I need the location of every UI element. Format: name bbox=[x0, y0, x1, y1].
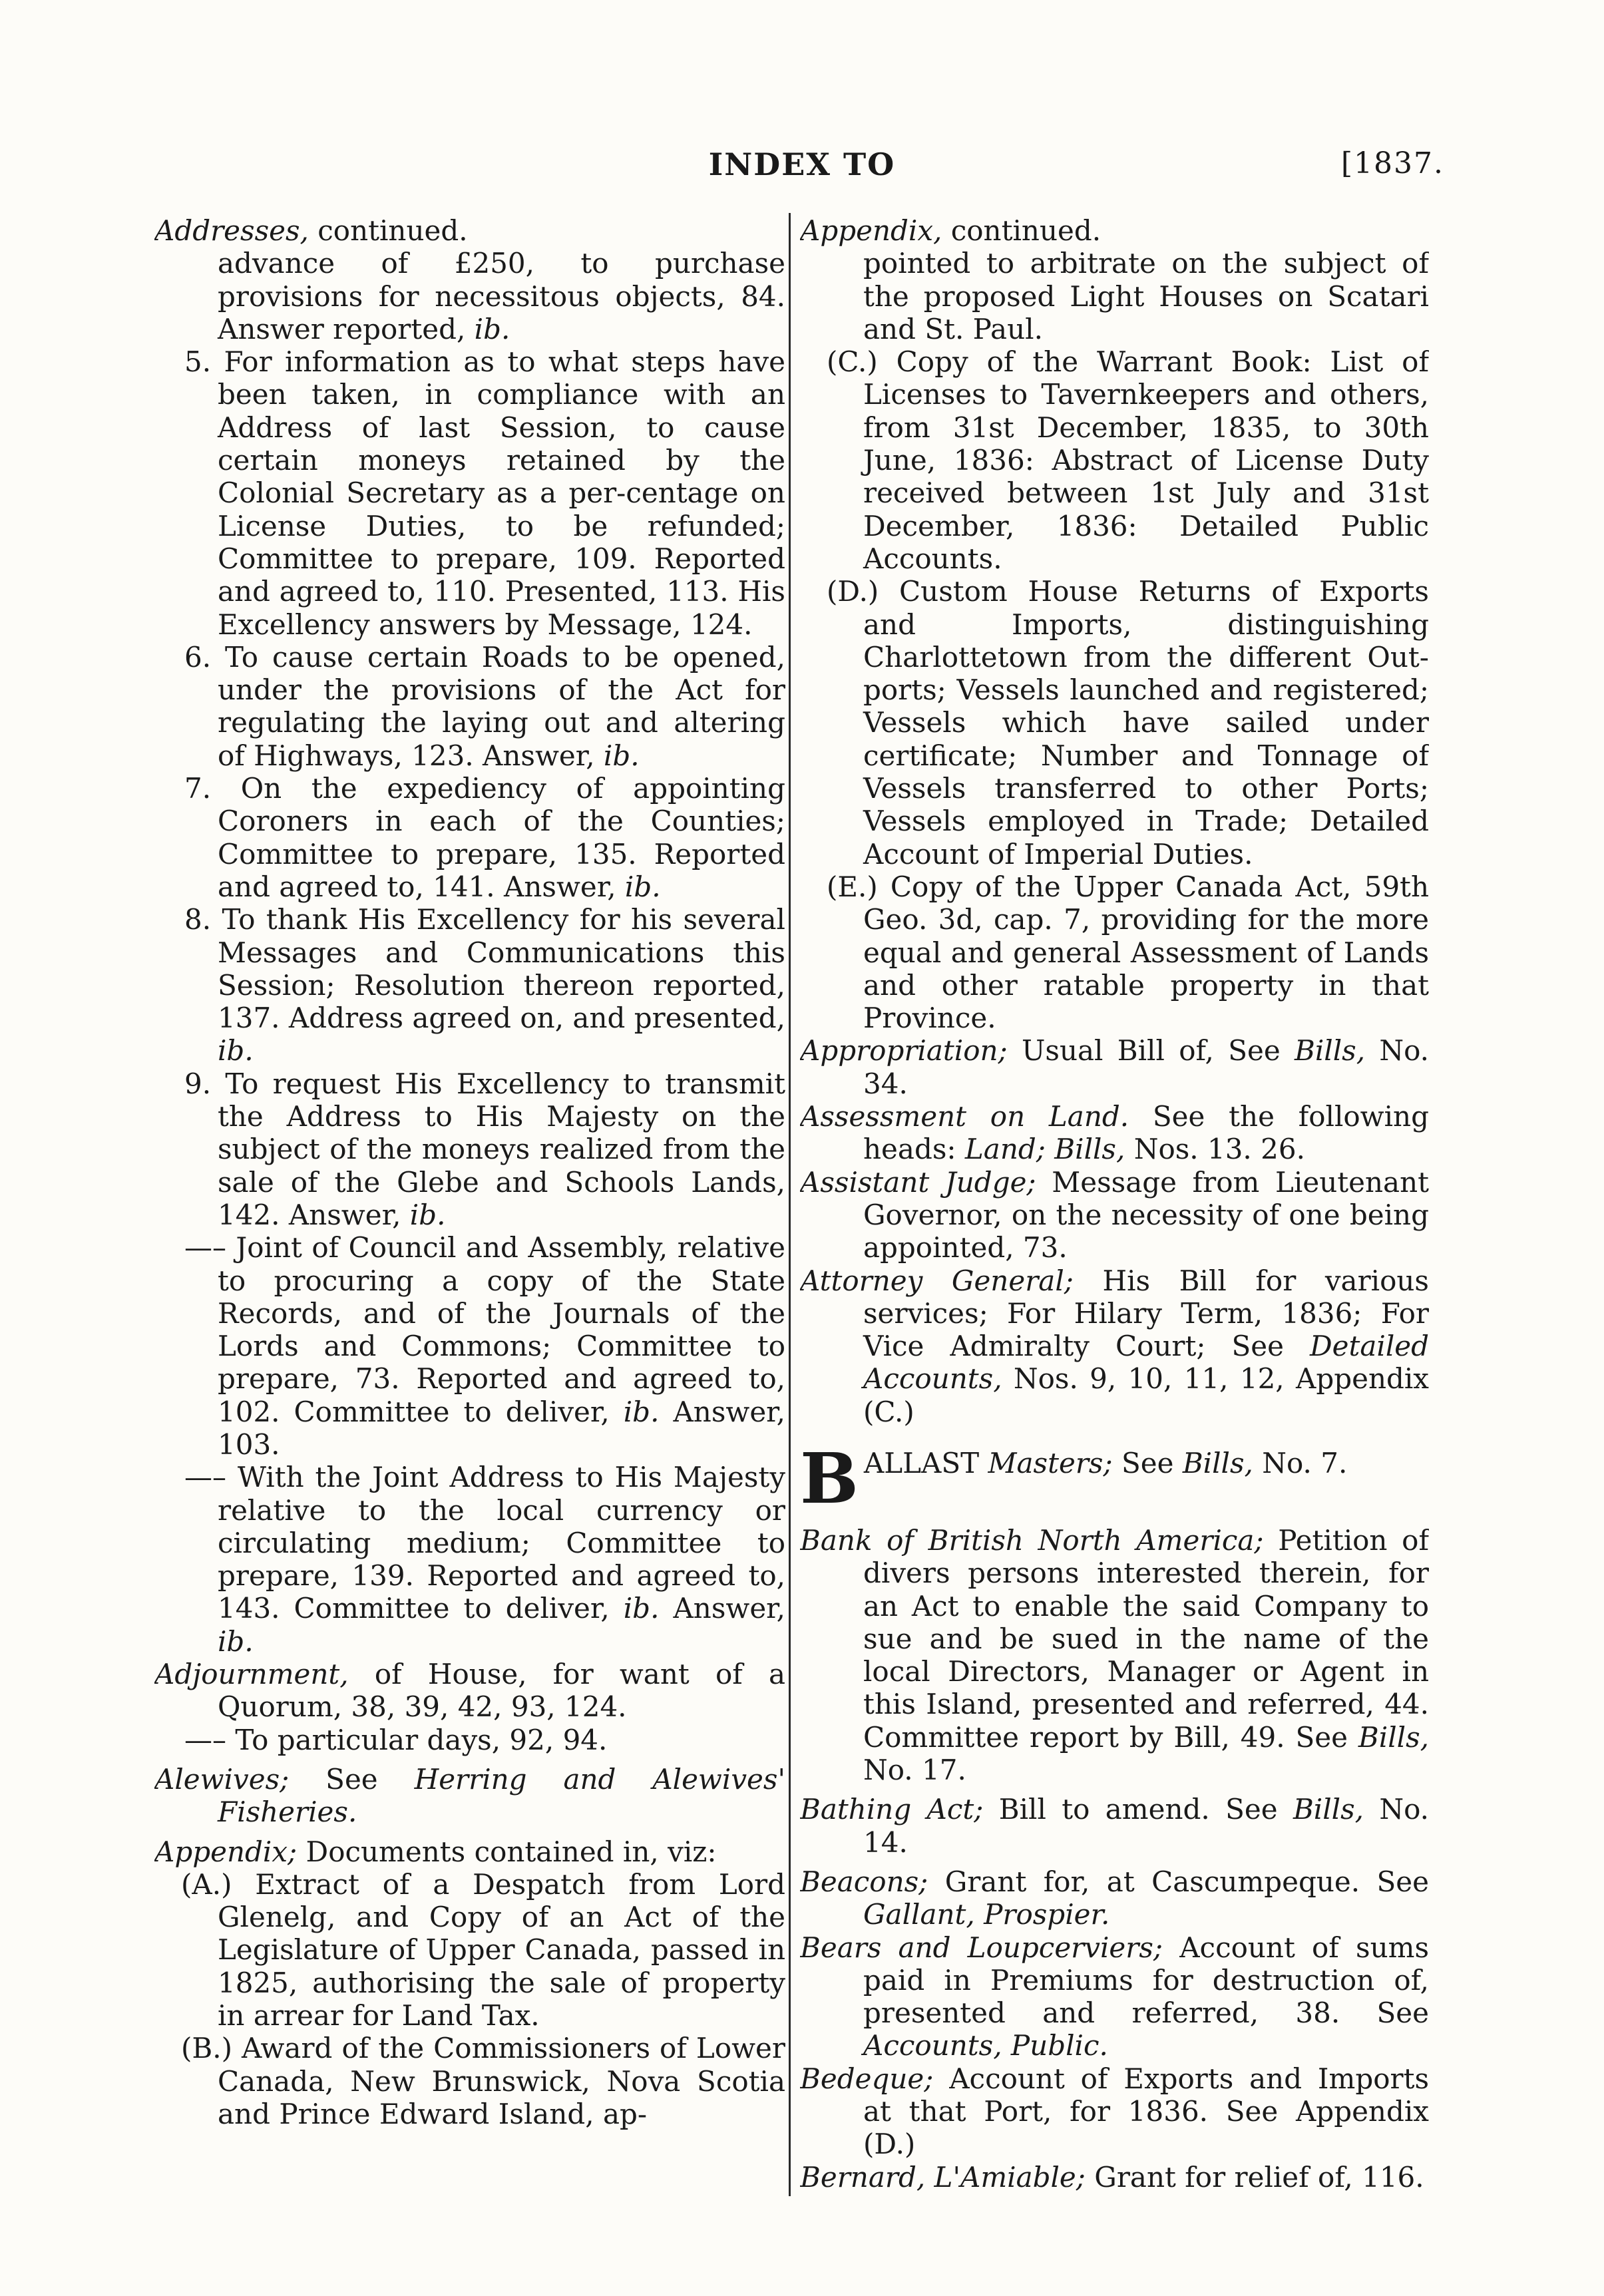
entry-ref: ib. bbox=[603, 739, 640, 772]
entry-heading: Beacons; bbox=[800, 1865, 928, 1898]
appendix-item bbox=[154, 2032, 785, 2130]
entry-ref: ib. bbox=[623, 1592, 660, 1625]
entry-text: No. 17. bbox=[863, 1754, 966, 1787]
entry-text: continued. bbox=[308, 214, 468, 247]
entry-text: Petition of divers persons interested therein, for an Act to enable the said Company to sue and be sued in the name of the local Directors, Manager or Agent in this Island, presented and referred, 44. Committee report by Bill, 49. See bbox=[863, 1523, 1429, 1754]
appendix-item bbox=[800, 870, 1429, 1034]
entry-text: 6. To cause certain Roads to be opened, under the provisions of the Act for regulating the laying out and altering of Highways, 123. Answer, bbox=[184, 640, 785, 772]
entry-ref: Bills, bbox=[1293, 1793, 1364, 1826]
sub-entry bbox=[154, 1461, 785, 1658]
entry-text: of House, for want of a Quorum, 38, 39, 42, 93, 124. bbox=[218, 1658, 785, 1724]
entry-ref: Accounts, Public. bbox=[863, 2029, 1108, 2062]
entry-ref: ib. bbox=[474, 312, 510, 345]
entry-ref: ib. bbox=[218, 1625, 254, 1658]
entry-text: 8. To thank His Excellency for his several Messages and Communications this Session; Resolution thereon reported, 137. Address agreed on, and presented, bbox=[184, 903, 785, 1035]
entry-text: Nos. 13. 26. bbox=[1125, 1133, 1305, 1166]
entry-text: ALLAST bbox=[863, 1446, 988, 1479]
entry-text: No. 14. bbox=[863, 1793, 1429, 1859]
entry-text: Account of Exports and Imports at that Port, for 1836. See Appendix (D.) bbox=[863, 2062, 1429, 2161]
entry-continuation bbox=[154, 247, 785, 345]
sub-entry bbox=[154, 1231, 785, 1461]
entry-ref: Gallant, Prospier. bbox=[863, 1898, 1110, 1931]
index-entry bbox=[800, 1034, 1429, 1100]
entry-text: 7. On the expediency of appointing Coroners in each of the Counties; Committee to prepare, 135. Reported and agreed to, 141. Answer, bbox=[184, 772, 785, 903]
entry-text: 9. To request His Excellency to transmit the Address to His Majesty on the subject of the moneys realized from the sale of the Glebe and Schools Lands, 142. Answer, bbox=[184, 1067, 785, 1231]
page-year: [1837. bbox=[1340, 146, 1444, 180]
entry-text: Answer, 103. bbox=[218, 1395, 785, 1461]
page-title: INDEX TO bbox=[708, 146, 896, 182]
entry-ref: Bills, bbox=[1045, 1133, 1125, 1166]
sub-entry bbox=[154, 345, 785, 641]
entry-heading: Appropriation; bbox=[800, 1034, 1008, 1067]
index-entry bbox=[800, 1793, 1429, 1859]
appendix-item bbox=[800, 575, 1429, 870]
index-entry bbox=[154, 1658, 785, 1724]
entry-text: Nos. 9, 10, 11, 12, Appendix (C.) bbox=[863, 1362, 1429, 1428]
index-entry bbox=[800, 214, 1429, 247]
index-entry bbox=[800, 2062, 1429, 2161]
entry-heading: Bedeque; bbox=[800, 2062, 934, 2095]
index-entry bbox=[154, 1763, 785, 1829]
appendix-item bbox=[154, 1868, 785, 2032]
entry-heading: Masters; bbox=[988, 1446, 1113, 1479]
entry-text: pointed to arbitrate on the subject of the proposed Light Houses on Scatari and St. Paul. bbox=[863, 247, 1429, 345]
entry-text: Message from Lieutenant Governor, on the necessity of one being appointed, 73. bbox=[863, 1165, 1429, 1264]
entry-ref: ib. bbox=[218, 1034, 254, 1067]
entry-ref: Bills, bbox=[1182, 1446, 1253, 1479]
entry-heading: Alewives; bbox=[154, 1762, 290, 1796]
entry-text: Grant for, at Cascumpeque. See bbox=[928, 1865, 1429, 1898]
entry-text: See the following heads: bbox=[863, 1100, 1429, 1166]
entry-ref: Herring and Alewives' Fisheries. bbox=[218, 1762, 785, 1829]
entry-text: Documents contained in, viz: bbox=[297, 1835, 717, 1868]
entry-heading: Assessment on Land. bbox=[800, 1100, 1129, 1133]
sub-entry bbox=[154, 1724, 785, 1756]
index-entry bbox=[800, 1865, 1429, 1931]
section-initial: B bbox=[800, 1437, 859, 1519]
entry-ref: ib. bbox=[409, 1198, 446, 1231]
section-letter-entry bbox=[800, 1437, 1429, 1519]
entry-heading: Bank of British North America; bbox=[800, 1523, 1264, 1557]
entry-heading: Bernard, L'Amiable; bbox=[800, 2160, 1086, 2194]
entry-text: —– Joint of Council and Assembly, relative to procuring a copy of the State Records, and of the Journals of the Lords and Commons; Committee to prepare, 73. Reported and agreed to, 102. Committee to deliver, bbox=[184, 1231, 785, 1428]
entry-heading: Bears and Loupcerviers; bbox=[800, 1931, 1163, 1964]
entry-heading: Attorney General; bbox=[800, 1264, 1074, 1297]
left-column bbox=[154, 214, 785, 2198]
sub-entry bbox=[154, 1067, 785, 1231]
entry-text: Account of sums paid in Premiums for destruction of, presented and referred, 38. See bbox=[863, 1931, 1429, 2030]
entry-heading: Assistant Judge; bbox=[800, 1165, 1036, 1199]
index-entry bbox=[800, 1264, 1429, 1428]
entry-text: No. 7. bbox=[1253, 1446, 1348, 1479]
entry-continuation bbox=[800, 247, 1429, 345]
entry-heading: Addresses, bbox=[154, 214, 309, 247]
sub-entry bbox=[154, 772, 785, 903]
entry-ref: ib. bbox=[624, 870, 661, 903]
entry-ref: ib. bbox=[623, 1395, 660, 1428]
entry-text: —– With the Joint Address to His Majesty relative to the local currency or circulating medium; Committee to prepare, 139. Reported and agreed to, 143. Committee to deliver, bbox=[184, 1461, 785, 1625]
entry-heading: Bathing Act; bbox=[800, 1793, 984, 1826]
entry-text: No. 34. bbox=[863, 1034, 1429, 1100]
index-entry bbox=[800, 2161, 1429, 2194]
column-divider bbox=[789, 213, 791, 2196]
index-entry bbox=[800, 1931, 1429, 2062]
index-entry bbox=[800, 1166, 1429, 1264]
entry-text: continued. bbox=[942, 214, 1102, 247]
entry-text: (E.) Copy of the Upper Canada Act, 59th Geo. 3d, cap. 7, providing for the more equal and general Assessment of Lands and other ratable property in that Province. bbox=[827, 870, 1429, 1035]
entry-text: His Bill for various services; For Hilary Term, 1836; For Vice Admiralty Court; See bbox=[863, 1264, 1429, 1363]
entry-ref: Bills, bbox=[1294, 1034, 1366, 1067]
entry-text: See bbox=[289, 1762, 415, 1796]
entry-text: See bbox=[1112, 1446, 1183, 1479]
entry-text: Grant for relief of, 116. bbox=[1085, 2160, 1424, 2194]
entry-ref: Detailed Accounts, bbox=[863, 1330, 1429, 1396]
index-entry bbox=[154, 1835, 785, 1868]
entry-text: —– To particular days, 92, 94. bbox=[184, 1723, 608, 1756]
entry-heading: Adjournment, bbox=[154, 1658, 349, 1691]
entry-text: advance of £250, to purchase provisions for necessitous objects, 84. Answer reported, bbox=[218, 247, 785, 345]
index-entry bbox=[800, 1100, 1429, 1166]
entry-heading: Appendix; bbox=[154, 1835, 298, 1868]
sub-entry bbox=[154, 903, 785, 1067]
sub-entry bbox=[154, 641, 785, 772]
entry-ref: Bills, bbox=[1358, 1720, 1429, 1754]
entry-text: Answer, bbox=[659, 1592, 785, 1625]
index-entry bbox=[800, 1524, 1429, 1786]
index-entry bbox=[154, 214, 785, 247]
appendix-item bbox=[800, 345, 1429, 575]
entry-text: Bill to amend. See bbox=[983, 1793, 1293, 1826]
entry-text: Usual Bill of, See bbox=[1007, 1034, 1295, 1067]
entry-text: (A.) Extract of a Despatch from Lord Glenelg, and Copy of an Act of the Legislature of Upper Canada, passed in 1825, authorising the sale of property in arrear for Land Tax. bbox=[181, 1867, 785, 2032]
entry-text: (D.) Custom House Returns of Exports and Imports, distinguishing Charlottetown from the different Out-ports; Vessels launched and registered; Vessels which have sailed under certificate; Number and Tonnage of Vessels transferred to other Ports; Vessels employed in Trade; Detailed Account of Imperial Duties. bbox=[827, 575, 1429, 870]
entry-text: (C.) Copy of the Warrant Book: List of Licenses to Tavernkeepers and others, from 31st December, 1835, to 30th June, 1836: Abstract of License Duty received between 1st July and 31st December, 1836: Detailed Public Accounts. bbox=[827, 345, 1429, 575]
entry-ref: Land; bbox=[964, 1133, 1046, 1166]
entry-text: 5. For information as to what steps have been taken, in compliance with an Address of last Session, to cause certain moneys retained by the Colonial Secretary as a per-centage on License Duties, to be refunded; Committee to prepare, 109. Reported and agreed to, 110. Presented, 113. His Excellency answers by Message, 124. bbox=[184, 345, 785, 641]
entry-heading: Appendix, bbox=[800, 214, 942, 247]
entry-text: (B.) Award of the Commissioners of Lower Canada, New Brunswick, Nova Scotia and Prince Edward Island, ap- bbox=[181, 2032, 785, 2130]
right-column bbox=[800, 214, 1429, 2198]
page-header bbox=[0, 146, 1604, 193]
